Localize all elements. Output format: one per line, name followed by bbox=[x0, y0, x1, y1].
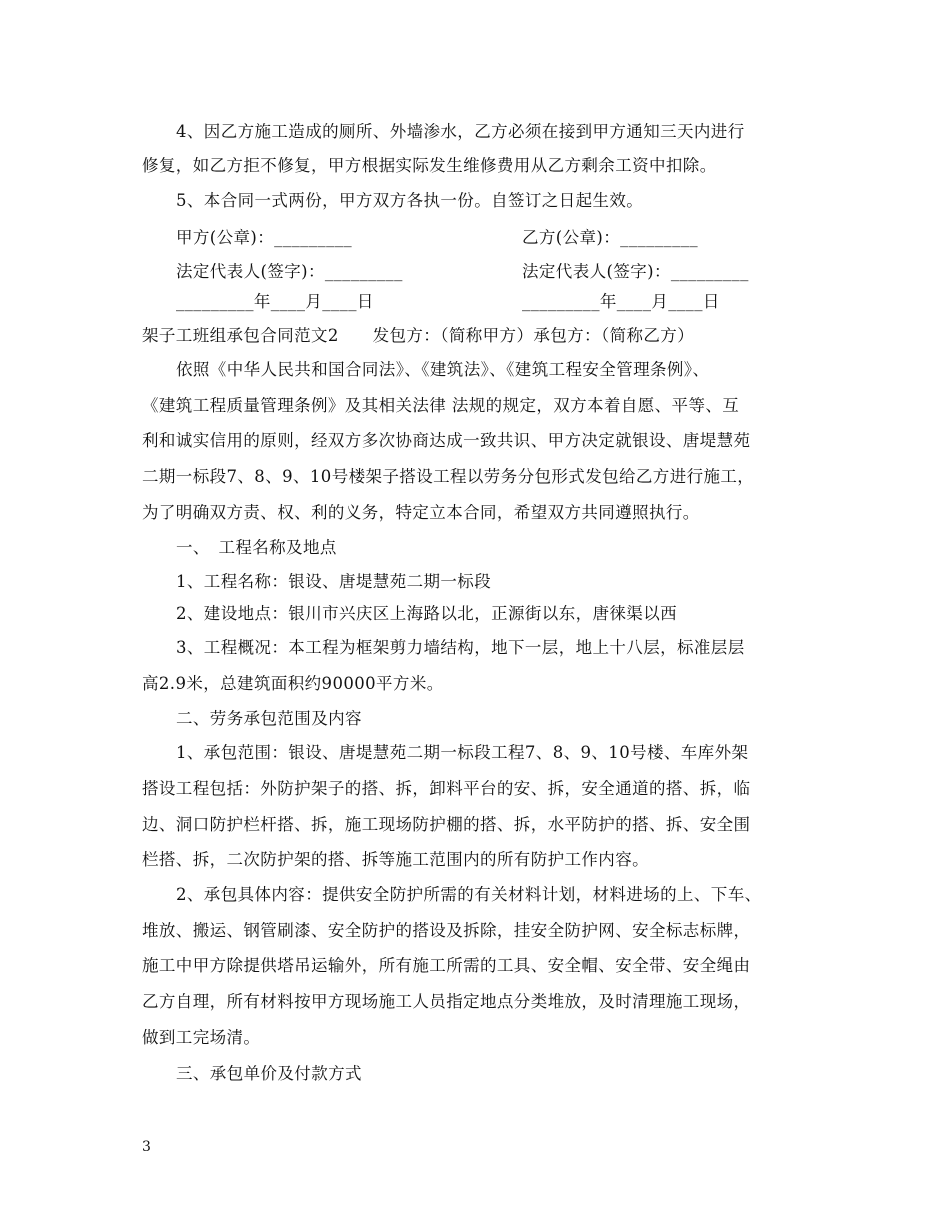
section-heading: 二、劳务承包范围及内容 bbox=[176, 709, 362, 728]
paragraph-line: 1、承包范围：银设、唐堤慧苑二期一标段工程7、8、9、10号楼、车库外架 bbox=[176, 743, 749, 762]
page-number: 3 bbox=[142, 1139, 151, 1155]
section-heading: 架子工班组承包合同范文2 发包方：（简称甲方）承包方：（简称乙方） bbox=[142, 326, 695, 345]
paragraph-line: 《建筑工程质量管理条例》及其相关法律 法规的规定，双方本着自愿、平等、互 bbox=[142, 396, 740, 415]
party-b-seal-line: 乙方(公章)：_________ bbox=[522, 228, 699, 247]
paragraph-line: 堆放、搬运、钢管刷漆、安全防护的搭设及拆除，挂安全防护网、安全标志标牌， bbox=[142, 921, 751, 940]
party-a-date-line: _________年____月____日 bbox=[176, 292, 374, 311]
paragraph-line: 边、洞口防护栏杆搭、拆，施工现场防护棚的搭、拆，水平防护的搭、拆、安全围 bbox=[142, 815, 751, 834]
paragraph-line: 2、承包具体内容：提供安全防护所需的有关材料计划，材料进场的上、下车、 bbox=[176, 885, 762, 904]
paragraph-line: 依照《中华人民共和国合同法》、《建筑法》、《建筑工程安全管理条例》、 bbox=[176, 360, 710, 379]
paragraph-line: 搭设工程包括：外防护架子的搭、拆，卸料平台的安、拆，安全通道的搭、拆，临 bbox=[142, 779, 751, 798]
party-b-date-line: _________年____月____日 bbox=[522, 292, 720, 311]
paragraph-line: 1、工程名称：银设、唐堤慧苑二期一标段 bbox=[176, 572, 492, 591]
paragraph-line: 施工中甲方除提供塔吊运输外，所有施工所需的工具、安全帽、安全带、安全绳由 bbox=[142, 956, 751, 975]
section-heading: 一、 工程名称及地点 bbox=[176, 538, 337, 557]
paragraph-line: 5、本合同一式两份，甲方双方各执一份。自签订之日起生效。 bbox=[176, 191, 644, 210]
paragraph-line: 2、建设地点：银川市兴庆区上海路以北，正源街以东，唐徕渠以西 bbox=[176, 604, 677, 623]
party-b-signature-line: 法定代表人(签字)：_________ bbox=[522, 262, 749, 281]
paragraph-line: 栏搭、拆，二次防护架的搭、拆等施工范围内的所有防护工作内容。 bbox=[142, 850, 649, 869]
paragraph-line: 做到工完场清。 bbox=[142, 1028, 261, 1047]
section-heading: 三、承包单价及付款方式 bbox=[176, 1064, 362, 1083]
paragraph-line: 高2.9米，总建筑面积约90000平方米。 bbox=[142, 674, 444, 693]
paragraph-line: 修复，如乙方拒不修复，甲方根据实际发生维修费用从乙方剩余工资中扣除。 bbox=[142, 156, 717, 175]
paragraph-line: 利和诚实信用的原则，经双方多次协商达成一致共识、甲方决定就银设、唐堤慧苑 bbox=[142, 431, 751, 450]
party-a-seal-line: 甲方(公章)：_________ bbox=[176, 228, 353, 247]
paragraph-line: 二期一标段7、8、9、10号楼架子搭设工程以劳务分包形式发包给乙方进行施工， bbox=[142, 467, 755, 486]
paragraph-line: 为了明确双方责、权、利的义务，特定立本合同，希望双方共同遵照执行。 bbox=[142, 503, 700, 522]
party-a-signature-line: 法定代表人(签字)：_________ bbox=[176, 262, 403, 281]
paragraph-line: 4、因乙方施工造成的厕所、外墙渗水，乙方必须在接到甲方通知三天内进行 bbox=[176, 122, 745, 141]
paragraph-line: 3、工程概况：本工程为框架剪力墙结构，地下一层，地上十八层，标准层层 bbox=[176, 638, 745, 657]
paragraph-line: 乙方自理，所有材料按甲方现场施工人员指定地点分类堆放，及时清理施工现场， bbox=[142, 992, 751, 1011]
